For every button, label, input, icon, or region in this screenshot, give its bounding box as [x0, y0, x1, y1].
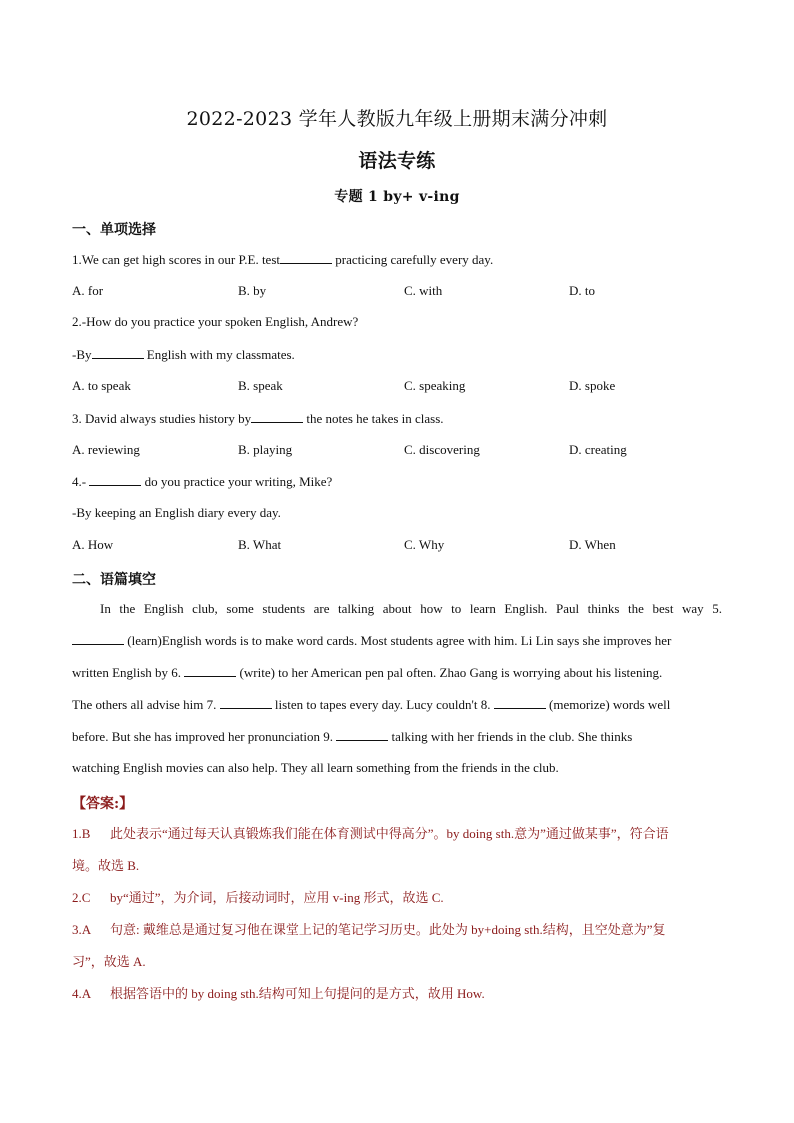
- question-4-line-1-part-a: 4.-: [72, 474, 90, 489]
- question-2-line-2: [72, 346, 295, 363]
- cloze-line-3: [72, 664, 722, 681]
- answer-1-number: 1.B: [72, 826, 91, 841]
- cloze-line-5: [72, 728, 722, 745]
- answer-blank: [184, 664, 236, 677]
- answer-blank: [92, 346, 144, 359]
- answer-4-explanation: 根据答语中的 by doing sth.结构可知上句提问的是方式，故用 How.: [110, 986, 485, 1001]
- cloze-line-2-text: (learn)English words is to make word cards. Most students agree with him. Li Lin says she improves her: [124, 633, 672, 648]
- question-1-option-c: C. with: [404, 283, 443, 298]
- section-heading-cloze: 二、语篇填空: [72, 572, 156, 588]
- answer-3: [72, 919, 722, 938]
- question-1-option-a: A. for: [72, 283, 104, 298]
- answer-blank: [494, 696, 546, 709]
- answer-blank: [72, 632, 124, 645]
- cloze-line-4-part-a: The others all advise him 7.: [72, 697, 220, 712]
- cloze-line-5-part-a: before. But she has improved her pronunciation 9.: [72, 729, 337, 744]
- section-heading-multiple-choice: 一、单项选择: [72, 222, 156, 238]
- question-4-option-b: B. What: [238, 537, 282, 552]
- answer-4: [72, 983, 722, 1002]
- answer-3-explanation: 句意: 戴维总是通过复习他在课堂上记的笔记学习历史。此处为 by+doing sth.结构，且空处意为”复: [110, 922, 666, 937]
- question-1-stem-part-b: practicing carefully every day.: [332, 252, 494, 267]
- question-2-option-d: D. spoke: [569, 378, 616, 393]
- question-4-line-2: -By keeping an English diary every day.: [72, 505, 281, 520]
- question-4-line-1: [72, 473, 332, 490]
- answer-blank: [251, 410, 303, 423]
- cloze-line-3-part-b: (write) to her American pen pal often. Zhao Gang is worrying about his listening.: [236, 665, 663, 680]
- question-3-stem-part-b: the notes he takes in class.: [303, 411, 444, 426]
- answer-blank: [280, 251, 332, 264]
- question-4-option-c: C. Why: [404, 537, 445, 552]
- question-4-option-a: A. How: [72, 537, 114, 552]
- question-3-stem: [72, 410, 444, 427]
- answer-1-continued: 境。故选 B.: [72, 858, 140, 873]
- question-1-option-d: D. to: [569, 283, 595, 298]
- answer-blank: [336, 728, 388, 741]
- cloze-line-2: [72, 632, 722, 649]
- answer-2-explanation: by“通过”，为介词，后接动词时，应用 v-ing 形式，故选 C.: [110, 890, 444, 905]
- answer-2: [72, 887, 722, 906]
- cloze-line-1: [100, 601, 722, 617]
- answer-2-number: 2.C: [72, 890, 91, 905]
- answer-blank: [220, 696, 272, 709]
- question-2-option-a: A. to speak: [72, 378, 131, 393]
- topic-heading: 专题 1 by+ v-ing: [334, 189, 460, 205]
- question-3-stem-part-a: 3. David always studies history by: [72, 411, 252, 426]
- question-3-option-d: D. creating: [569, 442, 627, 457]
- answer-1: [72, 823, 722, 842]
- cloze-line-4-part-b: listen to tapes every day. Lucy couldn't 8.: [271, 697, 494, 712]
- answer-3-number: 3.A: [72, 922, 92, 937]
- answer-4-number: 4.A: [72, 986, 92, 1001]
- question-2-line-2-part-a: -By: [72, 347, 92, 362]
- answer-1-explanation: 此处表示“通过每天认真锻炼我们能在体育测试中得高分”。by doing sth.意为”通过做某事”，符合语: [110, 826, 669, 841]
- cloze-line-3-part-a: written English by 6.: [72, 665, 185, 680]
- cloze-line-6: watching English movies can also help. They all learn something from the friends in the club.: [72, 760, 559, 775]
- question-2-line-2-part-b: English with my classmates.: [143, 347, 295, 362]
- question-4-option-d: D. When: [569, 537, 616, 552]
- cloze-line-4: [72, 696, 722, 713]
- cloze-line-5-part-b: talking with her friends in the club. She thinks: [388, 729, 633, 744]
- question-3-option-c: C. discovering: [404, 442, 480, 457]
- question-3-option-b: B. playing: [238, 442, 293, 457]
- answer-heading: 【答案:】: [72, 796, 134, 812]
- question-4-line-1-part-b: do you practice your writing, Mike?: [141, 474, 333, 489]
- question-2-option-b: B. speak: [238, 378, 283, 393]
- question-1-option-b: B. by: [238, 283, 267, 298]
- document-title: 2022-2023 学年人教版九年级上册期末满分冲刺: [186, 108, 608, 130]
- question-1-stem: [72, 251, 493, 268]
- question-3-option-a: A. reviewing: [72, 442, 140, 457]
- question-2-line-1: 2.-How do you practice your spoken English, Andrew?: [72, 314, 359, 329]
- question-2-option-c: C. speaking: [404, 378, 466, 393]
- document-subtitle: 语法专练: [358, 150, 436, 172]
- cloze-line-4-part-c: (memorize) words well: [545, 697, 671, 712]
- question-1-stem-part-a: 1.We can get high scores in our P.E. test: [72, 252, 280, 267]
- cloze-line-1-text: In the English club, some students are talking about how to learn English. Paul thinks the best way 5.: [100, 601, 722, 616]
- answer-blank: [89, 473, 141, 486]
- answer-3-continued: 习”，故选 A.: [72, 954, 146, 969]
